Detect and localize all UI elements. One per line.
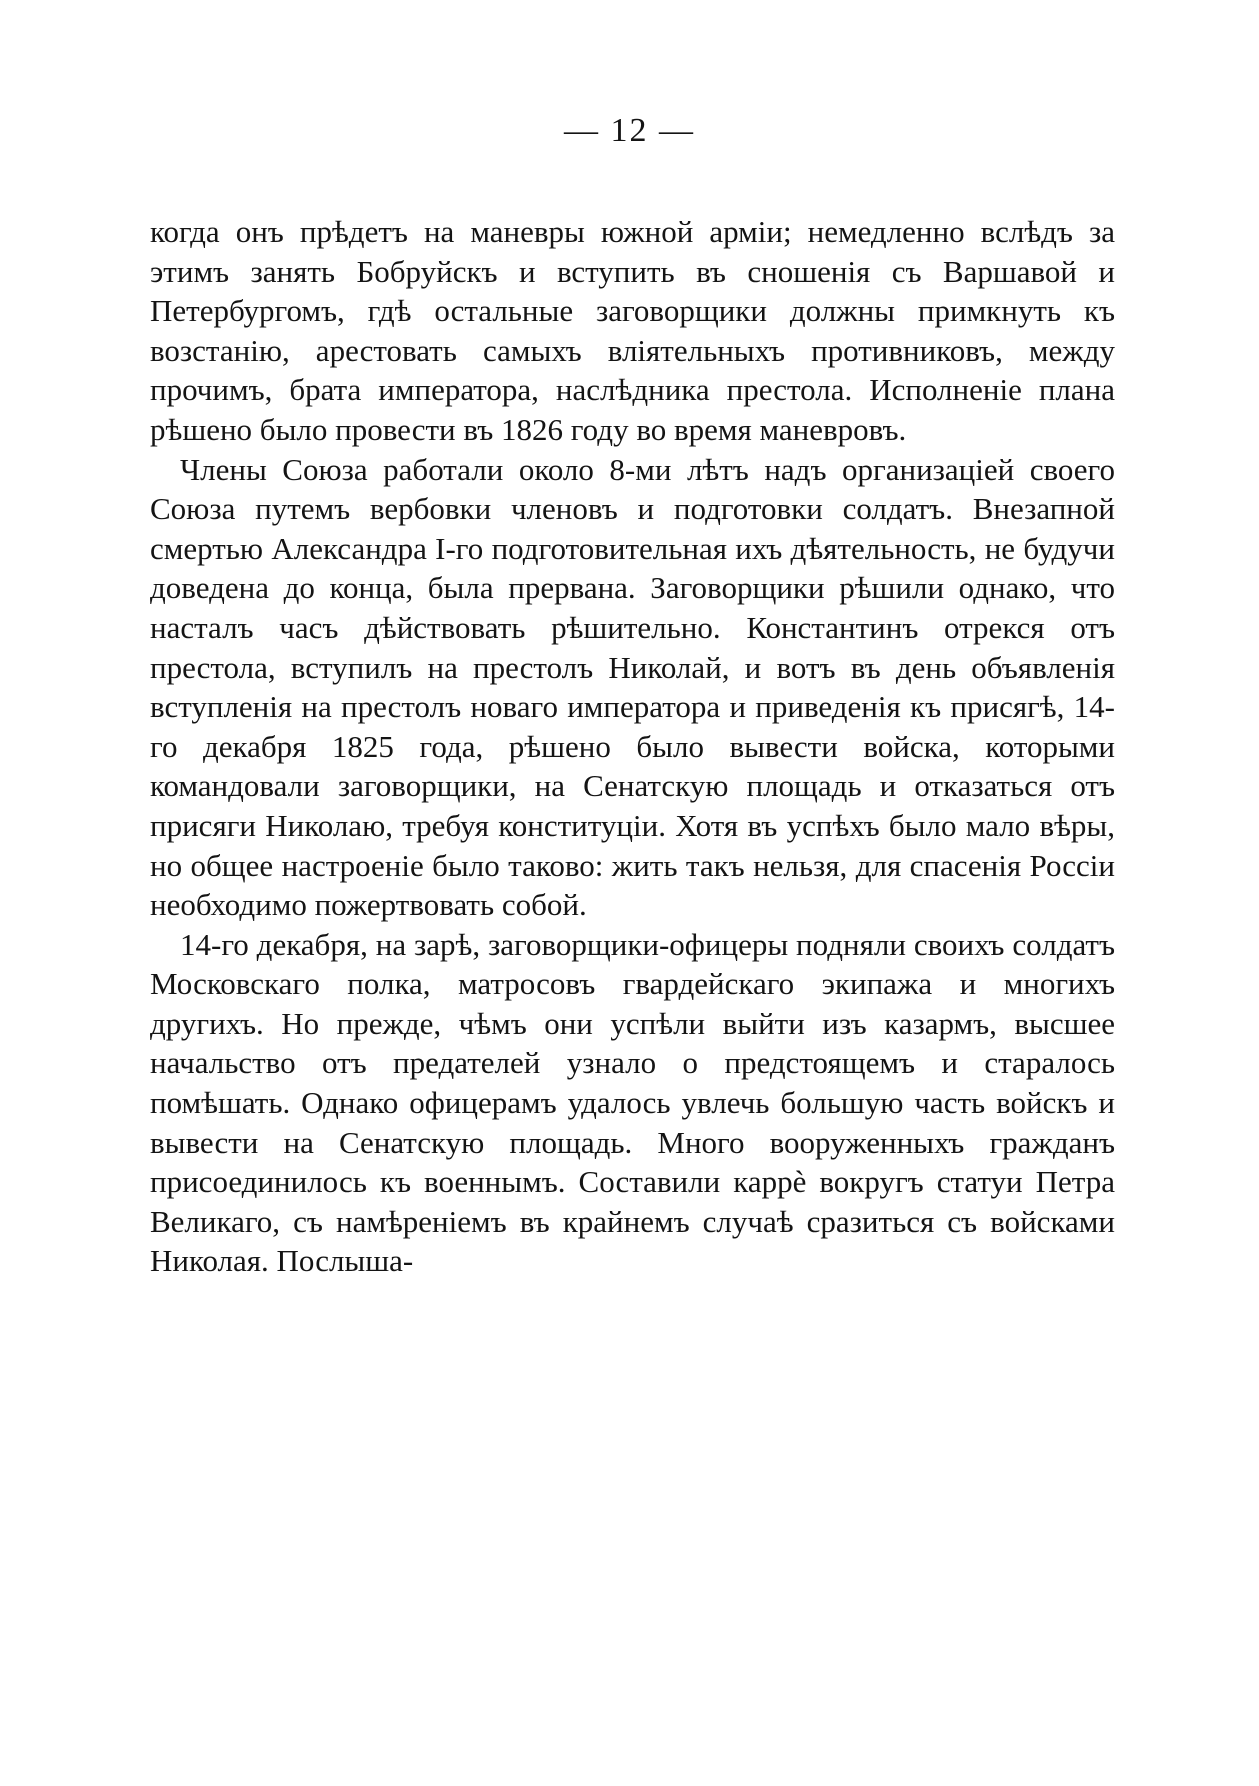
paragraph-continuation: когда онъ прѣдетъ на маневры южной арміи; немедленно вслѣдъ за этимъ занять Бобруйскъ и вступить въ сношенія съ Варшавой и Петербургомъ, гдѣ остальные заговорщики должны примкнуть къ возстанію, арестовать самыхъ вліятельныхъ противниковъ, между прочимъ, брата императора, наслѣдника престола. Исполненіе плана рѣшено было провести въ 1826 году во время маневровъ. bbox=[150, 214, 1115, 447]
body-text bbox=[150, 212, 1115, 1281]
paragraph: 14-го декабря, на зарѣ, заговорщики-офицеры подняли своихъ солдатъ Московскаго полка, матросовъ гвардейскаго экипажа и многихъ другихъ. Но прежде, чѣмъ они успѣли выйти изъ казармъ, высшее начальство отъ предателей узнало о предстоящемъ и старалось помѣшать. Однако офицерамъ удалось увлечь большую часть войскъ и вывести на Сенатскую площадь. Много вооруженныхъ гражданъ присоединилось къ военнымъ. Составили каррѐ вокругъ статуи Петра Великаго, съ намѣреніемъ въ крайнемъ случаѣ сразиться съ войсками Николая. Послыша- bbox=[150, 926, 1115, 1279]
paragraph: Члены Союза работали около 8-ми лѣтъ надъ организаціей своего Союза путемъ вербовки членовъ и подготовки солдатъ. Внезапной смертью Александра I-го подготовительная ихъ дѣятельность, не будучи доведена до конца, была прервана. Заговорщики рѣшили однако, что насталъ часъ дѣйствовать рѣшительно. Константинъ отрекся отъ престола, вступилъ на престолъ Николай, и вотъ въ день объявленія вступленія на престолъ новаго императора и приведенія къ присягѣ, 14-го декабря 1825 года, рѣшено было вывести войска, которыми командовали заговорщики, на Сенатскую площадь и отказаться отъ присяги Николаю, требуя конституціи. Хотя въ успѣхъ было мало вѣры, но общее настроеніе было таково: жить такъ нельзя, для спасенія Россіи необходимо пожертвовать собой. bbox=[150, 451, 1115, 923]
page-number: — 12 — bbox=[564, 112, 695, 149]
